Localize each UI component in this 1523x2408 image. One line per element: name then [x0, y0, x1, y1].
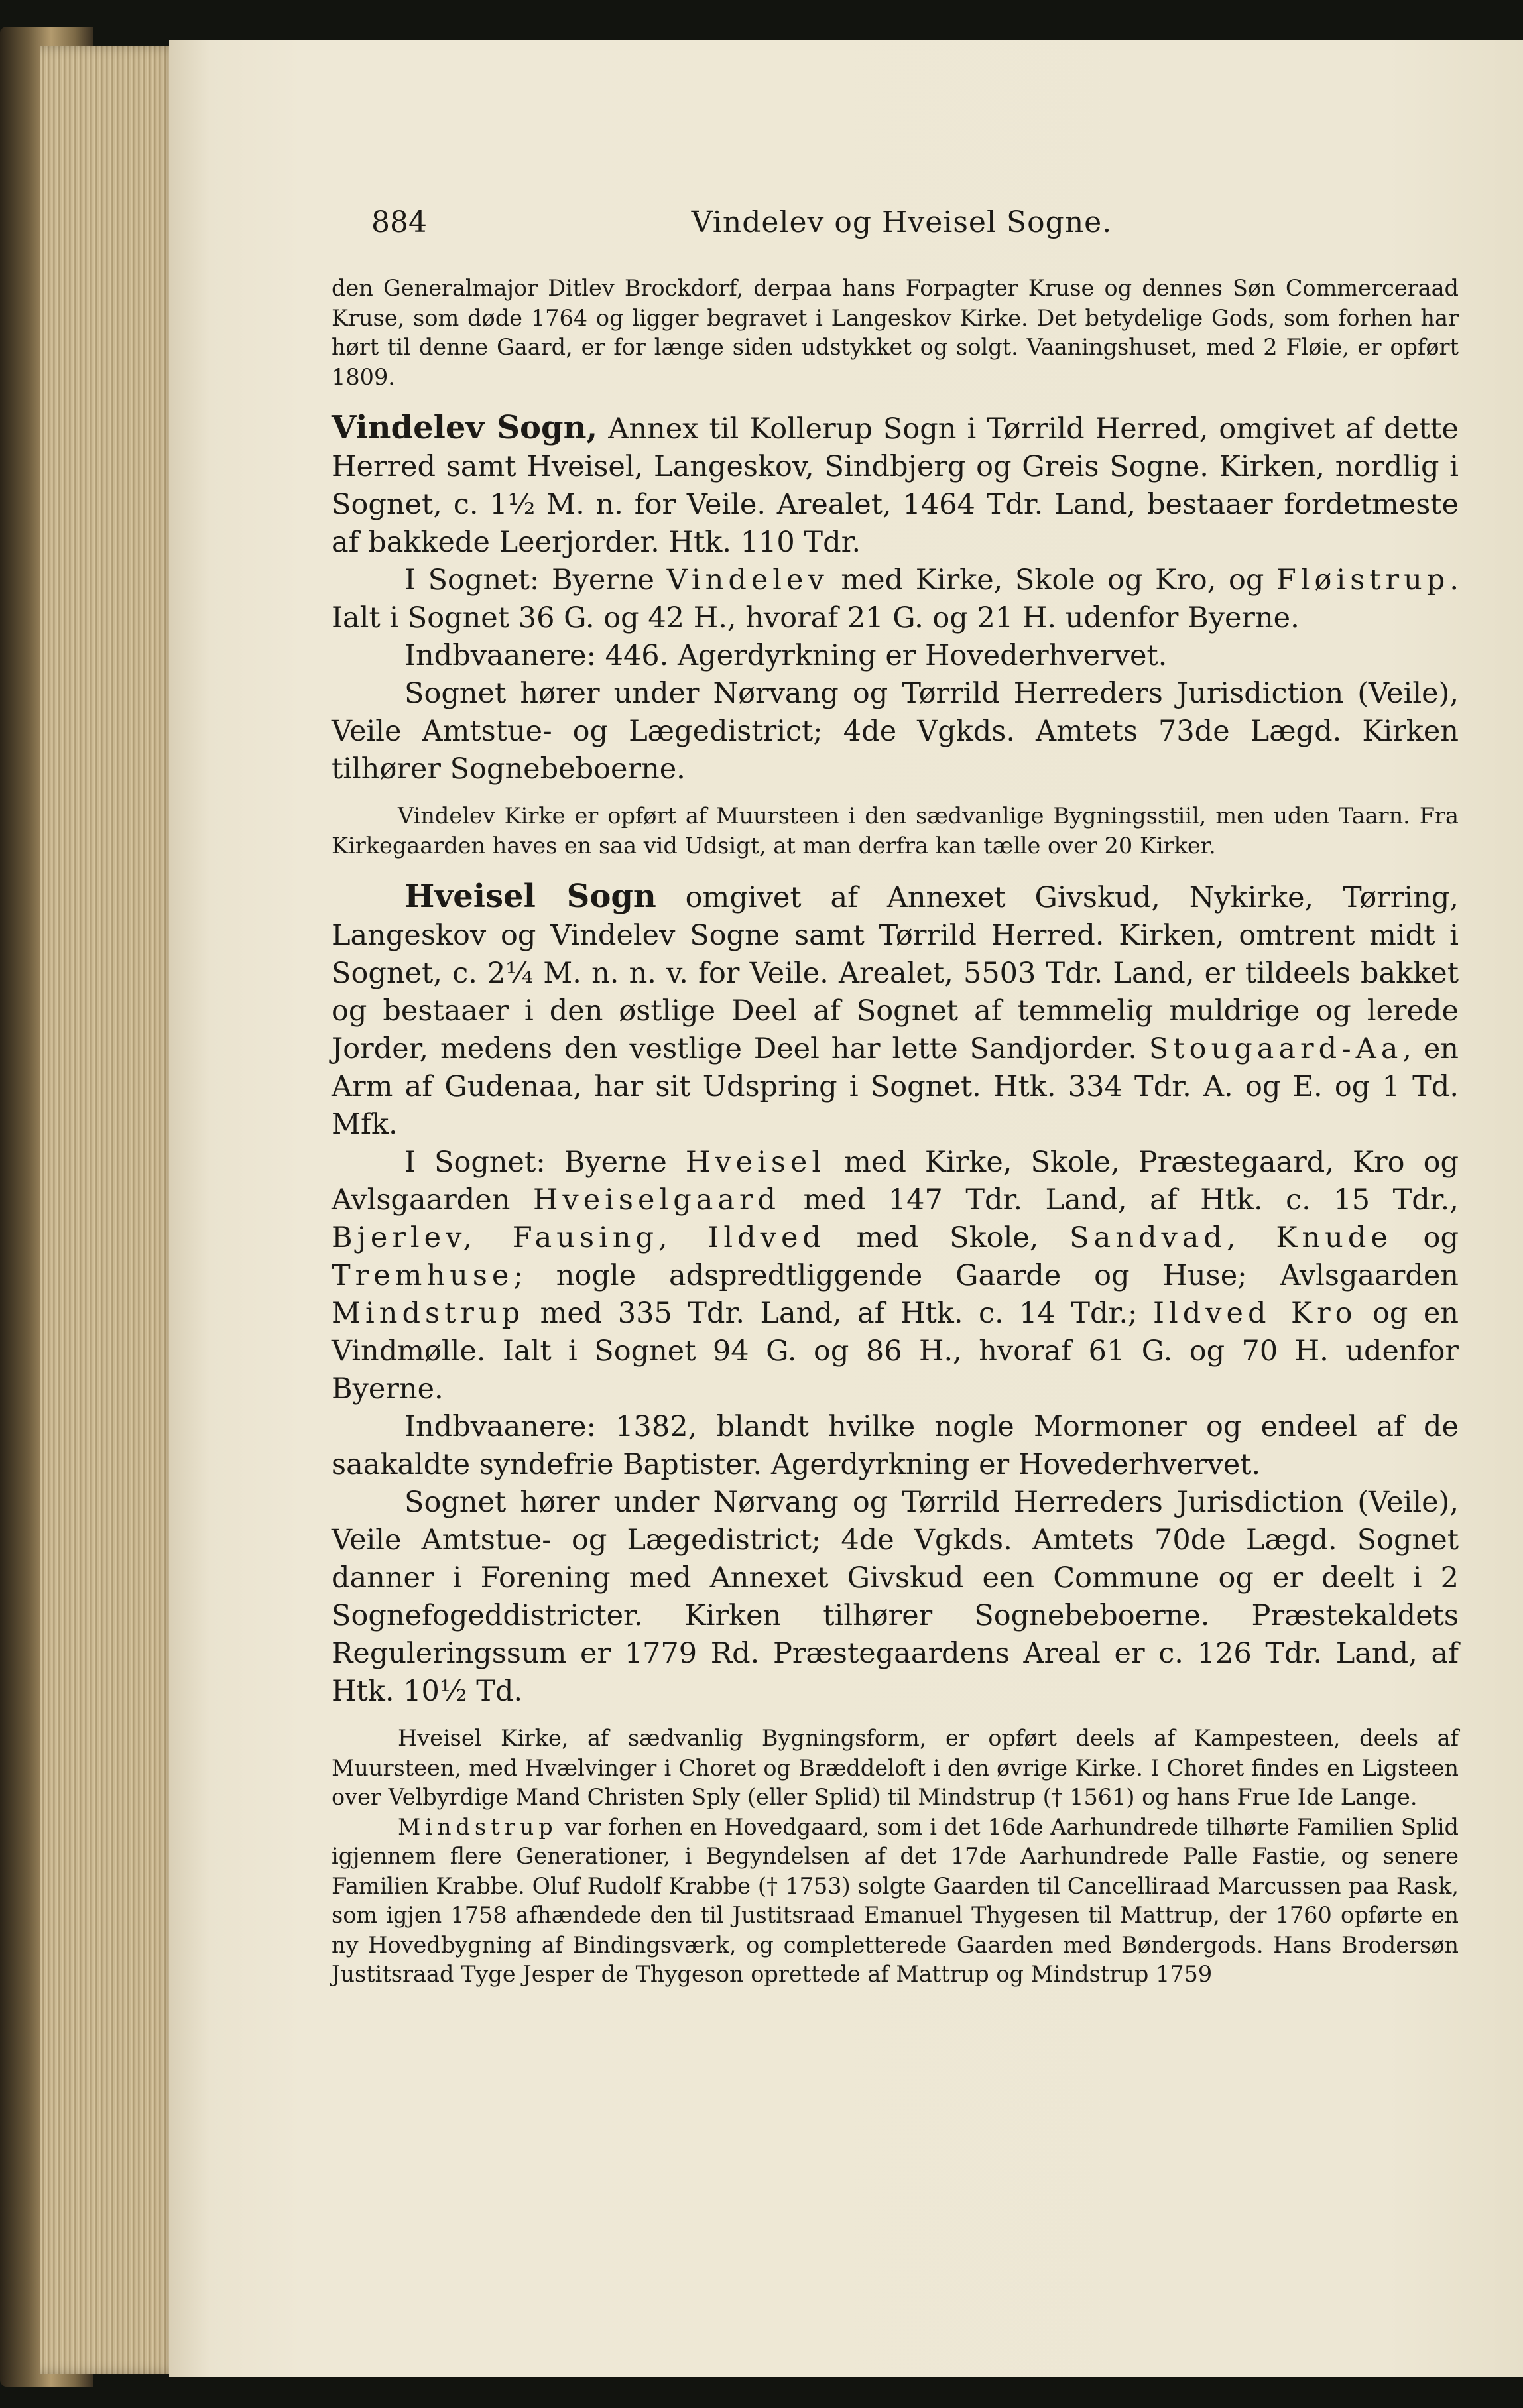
page-stack-edge: [40, 46, 179, 2374]
mindstrup-note: [332, 1813, 1459, 1990]
text-run: med 335 Tdr. Land, af Htk. c. 14 Tdr.;: [524, 1297, 1153, 1330]
text-run: og: [1392, 1221, 1459, 1254]
heading-vindelev-sogn: Vindelev Sogn,: [332, 409, 598, 446]
village-name: Hveiselgaard: [532, 1183, 781, 1217]
text-run: I Sognet: Byerne: [404, 1146, 686, 1179]
village-name: Bjerlev, Fausing, Ildved: [332, 1221, 825, 1254]
hveisel-church-note: Hveisel Kirke, af sædvanlig Bygningsform, er opført deels af Kampesteen, deels af Muursteen, med Hvælvinger i Choret og Bræddeloft i den øvrige Kirke. I Choret findes en Ligsteen over Velbyrdige Mand Christen Sply (eller Splid) til Mindstrup († 1561) og hans Frue Ide Lange.: [332, 1725, 1459, 1810]
page-header: [332, 206, 1459, 239]
text-run: med Kirke, Skole, Præstegaard, Kro og Avlsgaarden: [332, 1146, 1459, 1217]
estate-name: Mindstrup: [398, 1813, 558, 1840]
heading-hveisel-sogn: Hveisel Sogn: [404, 878, 656, 915]
hveisel-inhabitants: Indbvaanere: 1382, blandt hvilke nogle Mormoner og endeel af de saakaldte syndefrie Baptister. Agerdyrkning er Hovederhvervet.: [332, 1410, 1459, 1481]
running-head: Vindelev og Hveisel Sogne.: [691, 206, 1113, 239]
vindelev-villages: [332, 562, 1459, 637]
vindelev-intro-text: Annex til Kollerup Sogn i Tørrild Herred, omgivet af dette Herred samt Hveisel, Langeskov, Sindbjerg og Greis Sogne. Kirken, nordlig i Sognet, c. 1½ M. n. for Veile. Arealet, 1464 Tdr. Land, bestaaer fordetmeste af bakkede Leerjorder. Htk. 110 Tdr.: [332, 412, 1459, 559]
village-name: Ildved Kro: [1152, 1297, 1357, 1330]
text-run: ; nogle adspredtliggende Gaarde og Huse; Avlsgaarden: [513, 1259, 1459, 1292]
book-page: [169, 40, 1523, 2377]
village-name: Tremhuse: [332, 1259, 514, 1292]
text-run: var forhen en Hovedgaard, som i det 16de Aarhundrede tilhørte Familien Splid igjennem flere Generationer, i Begyndelsen af det 17de Aarhundrede Palle Fastie, og senere Familien Krabbe. Oluf Rudolf Krabbe († 1753) solgte Gaarden til Cancelliraad Marcussen paa Rask, som igjen 1758 afhændede den til Justitsraad Emanuel Thygesen til Mattrup, der 1760 opførte en ny Hovedbygning af Bindingsværk, og completterede Gaarden med Bøndergods. Hans Brodersøn Justitsraad Tyge Jesper de Thygeson oprettede af Mattrup og Mindstrup 1759: [332, 1813, 1459, 1987]
section-hveisel-intro: [332, 878, 1459, 1144]
text-run: , en Arm af Gudenaa, har sit Udspring i Sognet. Htk. 334 Tdr. A. og E. og 1 Td. Mfk.: [332, 1032, 1459, 1141]
vindelev-church-note: Vindelev Kirke er opført af Muursteen i den sædvanlige Bygningsstiil, men uden Taarn. Fra Kirkegaarden haves en saa vid Udsigt, at man derfra kan tælle over 20 Kirker.: [332, 803, 1459, 859]
river-name: Stougaard-Aa: [1148, 1032, 1403, 1065]
section-vindelev-intro: [332, 409, 1459, 562]
text-run: med 147 Tdr. Land, af Htk. c. 15 Tdr.,: [780, 1183, 1459, 1217]
vindelev-inhabitants: Indbvaanere: 446. Agerdyrkning er Hovederhvervet.: [404, 639, 1168, 672]
village-name: Sandvad, Knude: [1069, 1221, 1392, 1254]
village-name: Vindelev: [666, 564, 829, 597]
text-run: og en Vindmølle. Ialt i Sognet 94 G. og 86 H., hvoraf 61 G. og 70 H. udenfor Byerne.: [332, 1297, 1459, 1406]
paragraph-brockdorf: den Generalmajor Ditlev Brockdorf, derpaa hans Forpagter Kruse og dennes Søn Commerceraad Kruse, som døde 1764 og ligger begravet i Langeskov Kirke. Det betydelige Gods, som forhen har hørt til denne Gaard, er for længe siden udstykket og solgt. Vaaningshuset, med 2 Fløie, er opført 1809.: [332, 275, 1459, 390]
page-content: [332, 206, 1459, 1990]
hveisel-intro-text: omgivet af Annexet Givskud, Nykirke, Tørring, Langeskov og Vindelev Sogne samt Tørrild Herred. Kirken, omtrent midt i Sognet, c. 2¼ M. n. n. v. for Veile. Arealet, 5503 Tdr. Land, er tildeels bakket og bestaaer i den østlige Deel af Sognet af temmelig muldrige og lerede Jorder, medens den vestlige Deel har lette Sandjorder.: [332, 881, 1459, 1065]
hveisel-villages: [332, 1144, 1459, 1408]
village-name: Fløistrup: [1276, 564, 1450, 597]
vindelev-jurisdiction: Sognet hører under Nørvang og Tørrild Herreders Jurisdiction (Veile), Veile Amtstue- og Lægedistrict; 4de Vgkds. Amtets 73de Lægd. Kirken tilhører Sognebeboerne.: [332, 677, 1459, 786]
page-number: 884: [371, 206, 427, 239]
village-name: Hveisel: [685, 1146, 826, 1179]
village-name: Mindstrup: [332, 1297, 525, 1330]
hveisel-jurisdiction: Sognet hører under Nørvang og Tørrild Herreders Jurisdiction (Veile), Veile Amtstue- og Lægedistrict; 4de Vgkds. Amtets 70de Lægd. Sognet danner i Forening med Annexet Givskud een Commune og er deelt i 2 Sognefogeddistricter. Kirken tilhører Sognebeboerne. Præstekaldets Reguleringssum er 1779 Rd. Præstegaardens Areal er c. 126 Tdr. Land, af Htk. 10½ Td.: [332, 1486, 1459, 1708]
text-run: med Skole,: [825, 1221, 1070, 1254]
text-run: . Ialt i Sognet 36 G. og 42 H., hvoraf 21 G. og 21 H. udenfor Byerne.: [332, 564, 1459, 634]
text-run: I Sognet: Byerne: [404, 564, 667, 597]
text-run: med Kirke, Skole og Kro, og: [828, 564, 1276, 597]
